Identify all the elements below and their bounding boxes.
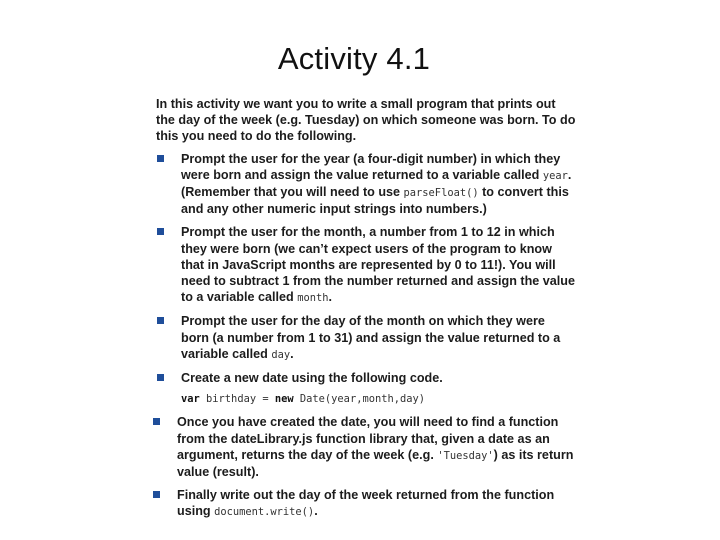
step-text: .: [290, 346, 294, 361]
step-text: .: [314, 504, 318, 519]
code-function: parseFloat(): [403, 187, 479, 200]
step-text: ) as its return value (result).: [177, 447, 574, 480]
activity-content: [156, 96, 576, 528]
code-text: Date(year,month,day): [293, 393, 426, 406]
step-text: .: [328, 290, 332, 305]
step-text: Prompt the user for the year (a four-digit number) in which they were born and assign the value returned to a variable called: [181, 151, 561, 182]
step-text: Prompt the user for the month, a number from 1 to 12 in which they were born (we can’t expect users of the program to know that in JavaScript months are represented by 0 to 11!). You will need to subtract 1 from the number returned and assign the value to a variable called: [181, 225, 575, 305]
step-day: [156, 313, 576, 363]
square-bullet-icon: [153, 491, 160, 498]
code-keyword: new: [274, 393, 294, 406]
square-bullet-icon: [157, 317, 164, 324]
step-text: . (Remember that you will need to use: [181, 167, 572, 200]
step-write-output: [152, 487, 576, 520]
square-bullet-icon: [157, 374, 164, 381]
step-text: Once you have created the date, you will need to find a function from the dateLibrary.js function library that, given a date as an argument, returns the day of the week (e.g.: [177, 415, 559, 462]
step-text: Prompt the user for the day of the month on which they were born (a number from 1 to 31) and assign the value returned to a variable called: [181, 314, 561, 361]
square-bullet-icon: [157, 228, 164, 235]
step-text: to convert this and any other numeric input strings into numbers.): [181, 185, 569, 217]
square-bullet-icon: [157, 155, 164, 162]
code-string: 'Tuesday': [437, 449, 494, 462]
code-variable: year: [542, 169, 568, 182]
square-bullet-icon: [153, 418, 160, 425]
code-text: birthday =: [199, 393, 275, 406]
code-variable: day: [271, 348, 291, 361]
step-create-date: [156, 370, 576, 386]
step-month: [156, 224, 576, 306]
step-text: Finally write out the day of the week returned from the function using: [177, 488, 555, 519]
code-snippet: [181, 391, 576, 407]
intro-paragraph: In this activity we want you to write a small program that prints out the day of the week (e.g. Tuesday) on which someone was born. To do this you need to do the following.: [156, 97, 576, 144]
step-find-function: [152, 414, 576, 480]
slide-title: Activity 4.1: [277, 41, 431, 76]
code-keyword: var: [181, 393, 200, 406]
step-year: [156, 151, 576, 218]
code-function: document.write(): [214, 506, 315, 519]
step-text: Create a new date using the following code.: [181, 371, 443, 386]
code-variable: month: [297, 292, 329, 305]
